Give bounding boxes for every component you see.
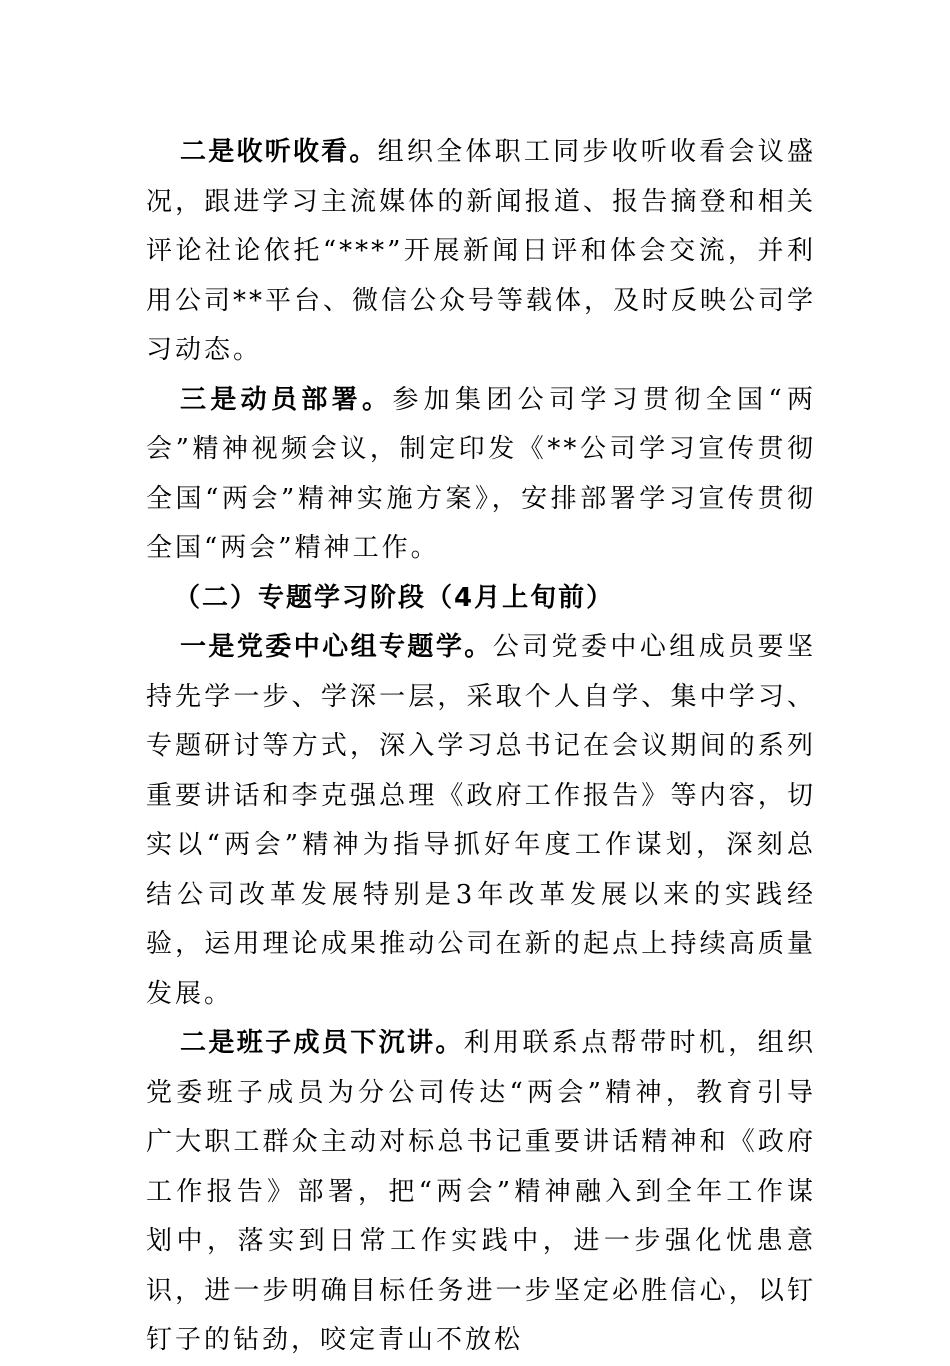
- paragraph-mobilize-deploy: [146, 376, 816, 574]
- paragraph-text: 组织全体职工同步收听收看会议盛况，跟进学习主流媒体的新闻报道、报告摘登和相关评论社论依托“***”开展新闻日评和体会交流，并利用公司**平台、微信公众号等载体，及时反映公司学习动态。: [146, 137, 817, 365]
- document-body: [146, 128, 816, 1366]
- paragraph-leaders-lecture: [146, 1019, 816, 1366]
- paragraph-text: 公司党委中心组成员要坚持先学一步、学深一层，采取个人自学、集中学习、专题研讨等方式，深入学习总书记在会议期间的系列重要讲话和李克强总理《政府工作报告》等内容，切实以“两会”精神为指导抓好年度工作谋划，深刻总结公司改革发展特别是3年改革发展以来的实践经验，运用理论成果推动公司在新的起点上持续高质量发展。: [146, 632, 816, 1009]
- section-heading: （二）专题学习阶段（4月上旬前）: [174, 582, 615, 613]
- paragraph-lead: 一是党委中心组专题学。: [180, 632, 493, 662]
- paragraph-central-group-study: [146, 623, 816, 1019]
- paragraph-text: 利用联系点帮带时机，组织党委班子成员为分公司传达“两会”精神，教育引导广大职工群众主动对标总书记重要讲话精神和《政府工作报告》部署，把“两会”精神融入到全年工作谋划中，落实到日常工作实践中，进一步强化忧患意识，进一步明确目标任务进一步坚定必胜信心，以钉钉子的钻劲，咬定青山不放松: [146, 1028, 816, 1355]
- paragraph-lead: 三是动员部署。: [180, 384, 393, 415]
- paragraph-listen-watch: [146, 128, 816, 376]
- paragraph-text: 参加集团公司学习贯彻全国“两会”精神视频会议，制定印发《**公司学习宣传贯彻全国“两会”精神实施方案》，安排部署学习宣传贯彻全国“两会”精神工作。: [146, 384, 816, 563]
- paragraph-lead: 二是班子成员下沉讲。: [180, 1028, 464, 1058]
- paragraph-lead: 二是收听收看。: [180, 137, 378, 167]
